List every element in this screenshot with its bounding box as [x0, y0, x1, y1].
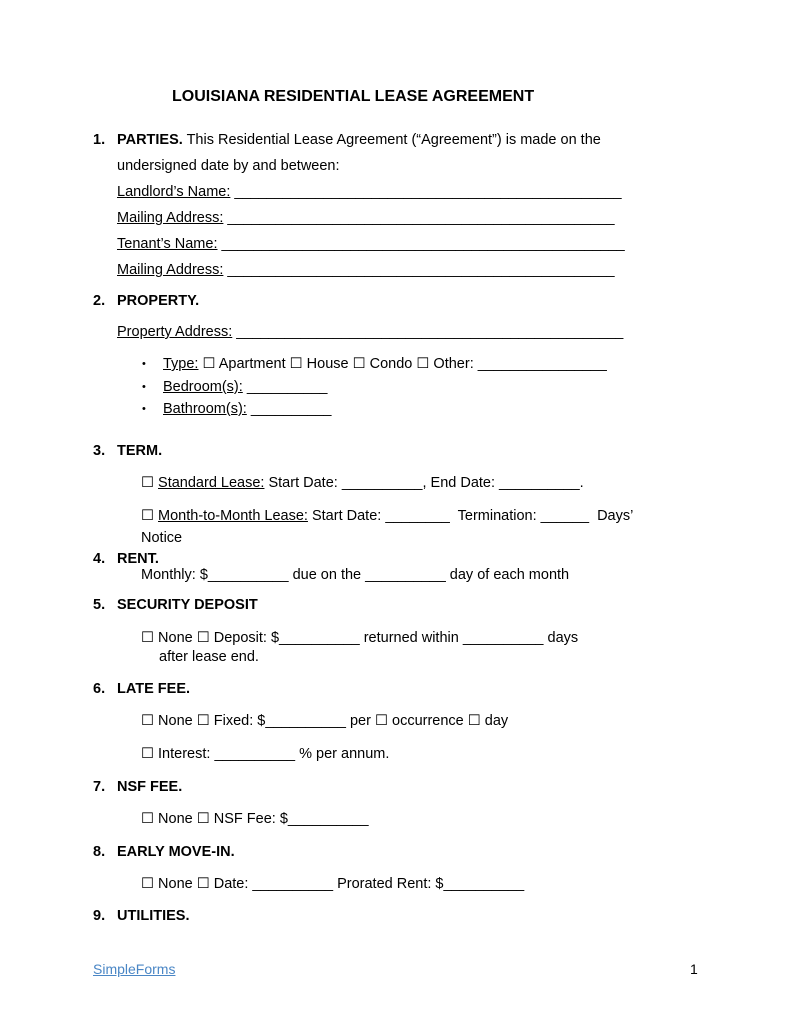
- property-type-options[interactable]: ☐ Apartment ☐ House ☐ Condo ☐ Other: ________________: [202, 356, 607, 372]
- nsf-fee-line[interactable]: ☐ None ☐ NSF Fee: $__________: [141, 811, 369, 827]
- section-8-number: 8.: [93, 844, 106, 860]
- tenant-mailing-row: [117, 263, 615, 278]
- section-5-heading: SECURITY DEPOSIT: [117, 597, 258, 613]
- property-type-row: [163, 357, 607, 372]
- section-4-heading: RENT.: [117, 551, 159, 567]
- section-9-heading: UTILITIES.: [117, 908, 190, 924]
- bathrooms-row: [163, 402, 332, 417]
- section-1-intro-2: undersigned date by and between:: [117, 158, 340, 174]
- security-deposit-line-1[interactable]: ☐ None ☐ Deposit: $__________ returned within __________ days: [141, 630, 579, 646]
- month-to-month-details[interactable]: Start Date: ________ Termination: ______ Days’: [311, 508, 634, 524]
- section-9-number: 9.: [93, 908, 106, 924]
- early-move-in-line[interactable]: ☐ None ☐ Date: __________ Prorated Rent: $__________: [141, 876, 525, 892]
- standard-lease-checkbox[interactable]: ☐: [141, 475, 154, 491]
- property-address-label: Property Address:: [117, 324, 233, 340]
- standard-lease-label: Standard Lease:: [158, 475, 265, 491]
- month-to-month-notice: Notice: [141, 530, 183, 546]
- section-7-heading: NSF FEE.: [117, 779, 183, 795]
- security-deposit-line-2: after lease end.: [159, 649, 259, 665]
- bullet-icon: •: [142, 403, 146, 415]
- section-1-line-1: [117, 133, 601, 148]
- section-2-heading: PROPERTY.: [117, 293, 200, 309]
- section-8-heading: EARLY MOVE-IN.: [117, 844, 235, 860]
- bedrooms-field[interactable]: __________: [246, 379, 328, 395]
- bullet-icon: •: [142, 358, 146, 370]
- bedrooms-label: Bedroom(s):: [163, 379, 243, 395]
- property-type-label: Type:: [163, 356, 199, 372]
- bathrooms-label: Bathroom(s):: [163, 401, 247, 417]
- bullet-icon: •: [142, 381, 146, 393]
- month-to-month-row: [141, 509, 633, 524]
- tenant-name-field[interactable]: __________________________________________________: [221, 236, 625, 252]
- section-6-heading: LATE FEE.: [117, 681, 191, 697]
- section-7-number: 7.: [93, 779, 106, 795]
- property-address-field[interactable]: ________________________________________________: [236, 324, 624, 340]
- tenant-name-row: [117, 237, 625, 252]
- landlord-name-field[interactable]: ________________________________________________: [234, 184, 622, 200]
- late-fee-line-2[interactable]: ☐ Interest: __________ % per annum.: [141, 746, 390, 762]
- landlord-mailing-row: [117, 211, 615, 226]
- bedrooms-row: [163, 380, 327, 395]
- standard-lease-row: [141, 476, 584, 491]
- page-number: 1: [690, 961, 698, 977]
- property-address-row: [117, 325, 623, 340]
- section-4-number: 4.: [93, 551, 106, 567]
- month-to-month-checkbox[interactable]: ☐: [141, 508, 154, 524]
- section-1-heading: PARTIES.: [117, 132, 183, 148]
- simpleforms-link[interactable]: SimpleForms: [93, 961, 176, 977]
- rent-line[interactable]: Monthly: $__________ due on the __________ day of each month: [141, 567, 570, 583]
- section-1-number: 1.: [93, 132, 106, 148]
- section-2-number: 2.: [93, 293, 106, 309]
- section-6-number: 6.: [93, 681, 106, 697]
- tenant-mailing-field[interactable]: ________________________________________________: [227, 262, 615, 278]
- tenant-mailing-label: Mailing Address:: [117, 262, 224, 278]
- tenant-name-label: Tenant’s Name:: [117, 236, 218, 252]
- landlord-mailing-label: Mailing Address:: [117, 210, 224, 226]
- bathrooms-field[interactable]: __________: [250, 401, 332, 417]
- section-3-number: 3.: [93, 443, 106, 459]
- section-5-number: 5.: [93, 597, 106, 613]
- section-1-intro-1: This Residential Lease Agreement (“Agreement”) is made on the: [186, 132, 601, 148]
- standard-lease-dates[interactable]: Start Date: __________, End Date: __________.: [268, 475, 584, 491]
- month-to-month-label: Month-to-Month Lease:: [158, 508, 308, 524]
- late-fee-line-1[interactable]: ☐ None ☐ Fixed: $__________ per ☐ occurrence ☐ day: [141, 713, 509, 729]
- section-3-heading: TERM.: [117, 443, 163, 459]
- landlord-name-row: [117, 185, 622, 200]
- landlord-name-label: Landlord’s Name:: [117, 184, 231, 200]
- landlord-mailing-field[interactable]: ________________________________________________: [227, 210, 615, 226]
- document-title: LOUISIANA RESIDENTIAL LEASE AGREEMENT: [172, 88, 535, 105]
